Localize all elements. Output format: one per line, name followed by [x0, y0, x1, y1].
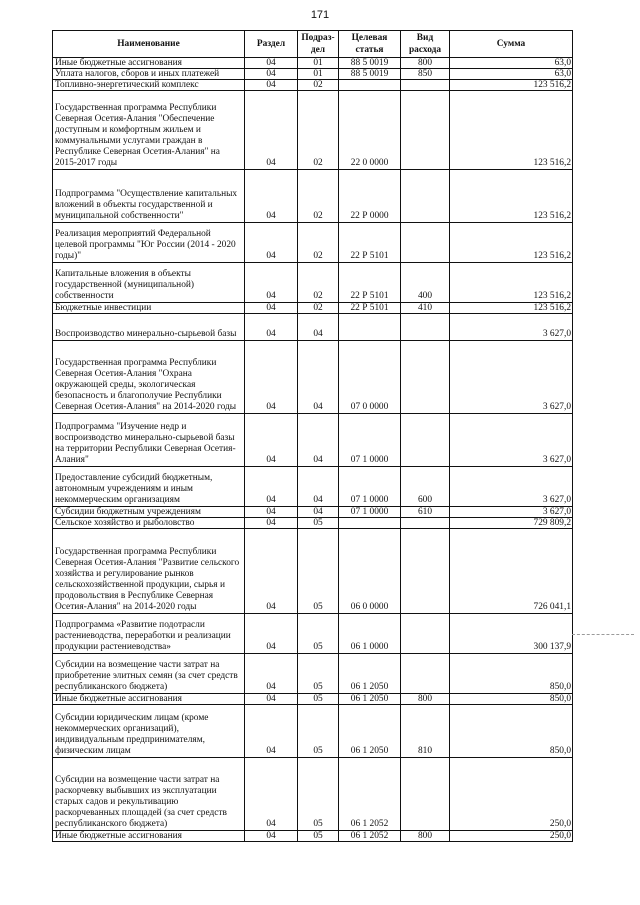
cell-amount: 123 516,2: [450, 80, 573, 91]
cell-subsection: 05: [298, 518, 339, 529]
cell-section: 04: [245, 170, 298, 223]
table-row: [53, 831, 573, 842]
cell-name: Реализация мероприятий Федеральной целевой программы "Юг России (2014 - 2020 годы)": [53, 223, 245, 263]
scan-artifact-line: [572, 634, 634, 635]
cell-amount: 3 627,0: [450, 341, 573, 414]
cell-name: Топливно-энергетический комплекс: [53, 80, 245, 91]
cell-section: 04: [245, 758, 298, 831]
cell-target: 06 1 2052: [339, 831, 401, 842]
cell-section: 04: [245, 91, 298, 170]
cell-target: [339, 518, 401, 529]
cell-target: 06 0 0000: [339, 529, 401, 614]
header-name: Наименование: [53, 31, 245, 58]
table-row: [53, 654, 573, 694]
cell-amount: 123 516,2: [450, 263, 573, 303]
table-row: [53, 314, 573, 341]
header-expense-type: Вид расхода: [401, 31, 450, 58]
cell-expense-type: 610: [401, 507, 450, 518]
table-row: [53, 341, 573, 414]
cell-expense-type: [401, 314, 450, 341]
cell-expense-type: 410: [401, 303, 450, 314]
cell-amount: 63,0: [450, 58, 573, 69]
cell-subsection: 04: [298, 414, 339, 467]
cell-section: 04: [245, 341, 298, 414]
cell-target: 88 5 0019: [339, 58, 401, 69]
cell-expense-type: [401, 614, 450, 654]
cell-subsection: 04: [298, 467, 339, 507]
cell-amount: 123 516,2: [450, 303, 573, 314]
cell-target: 06 1 2050: [339, 654, 401, 694]
cell-target: 22 Р 0000: [339, 170, 401, 223]
cell-section: 04: [245, 831, 298, 842]
cell-name: Бюджетные инвестиции: [53, 303, 245, 314]
cell-subsection: 05: [298, 694, 339, 705]
cell-subsection: 04: [298, 507, 339, 518]
cell-section: 04: [245, 263, 298, 303]
cell-section: 04: [245, 518, 298, 529]
cell-subsection: 05: [298, 654, 339, 694]
cell-target: [339, 80, 401, 91]
cell-section: 04: [245, 467, 298, 507]
cell-subsection: 02: [298, 80, 339, 91]
cell-expense-type: [401, 170, 450, 223]
table-row: [53, 529, 573, 614]
cell-expense-type: 600: [401, 467, 450, 507]
cell-section: 04: [245, 314, 298, 341]
table-row: [53, 694, 573, 705]
cell-expense-type: [401, 654, 450, 694]
cell-amount: 123 516,2: [450, 170, 573, 223]
cell-subsection: 02: [298, 91, 339, 170]
page-number: 171: [310, 9, 330, 21]
cell-target: 06 1 0000: [339, 614, 401, 654]
cell-amount: 3 627,0: [450, 507, 573, 518]
cell-expense-type: [401, 414, 450, 467]
cell-name: Субсидии на возмещение части затрат на приобретение элитных семян (за счет средств республиканского бюджета): [53, 654, 245, 694]
table-row: [53, 69, 573, 80]
table-row: [53, 263, 573, 303]
cell-amount: 123 516,2: [450, 223, 573, 263]
cell-name: Субсидии бюджетным учреждениям: [53, 507, 245, 518]
cell-section: 04: [245, 529, 298, 614]
cell-expense-type: 810: [401, 705, 450, 758]
cell-subsection: 05: [298, 614, 339, 654]
cell-subsection: 02: [298, 223, 339, 263]
cell-section: 04: [245, 414, 298, 467]
cell-subsection: 05: [298, 831, 339, 842]
cell-name: Государственная программа Республики Северная Осетия-Алания "Обеспечение доступным и комфортным жильем и коммунальными услугами граждан в Республике Северная Осетия-Алания" на 2015-2017 годы: [53, 91, 245, 170]
cell-subsection: 04: [298, 314, 339, 341]
cell-expense-type: [401, 80, 450, 91]
cell-name: Подпрограмма "Изучение недр и воспроизводство минерально-сырьевой базы на территории Республики Северная Осетия-Алания": [53, 414, 245, 467]
cell-name: Иные бюджетные ассигнования: [53, 58, 245, 69]
cell-section: 04: [245, 58, 298, 69]
cell-target: 06 1 2052: [339, 758, 401, 831]
cell-section: 04: [245, 507, 298, 518]
cell-section: 04: [245, 694, 298, 705]
cell-name: Государственная программа Республики Северная Осетия-Алания "Охрана окружающей среды, экологическая безопасность и благополучие Республики Северная Осетия-Алания" на 2014-2020 годы: [53, 341, 245, 414]
cell-subsection: 05: [298, 529, 339, 614]
cell-amount: 250,0: [450, 758, 573, 831]
header-section: Раздел: [245, 31, 298, 58]
cell-amount: 250,0: [450, 831, 573, 842]
table-row: [53, 303, 573, 314]
cell-expense-type: [401, 529, 450, 614]
cell-subsection: 01: [298, 58, 339, 69]
cell-name: Подпрограмма "Осуществление капитальных вложений в объекты государственной и муниципальной собственности": [53, 170, 245, 223]
cell-expense-type: 800: [401, 831, 450, 842]
cell-expense-type: [401, 341, 450, 414]
table-row: [53, 58, 573, 69]
cell-amount: 300 137,9: [450, 614, 573, 654]
cell-section: 04: [245, 303, 298, 314]
cell-target: [339, 314, 401, 341]
table-row: [53, 414, 573, 467]
cell-name: Подпрограмма «Развитие подотрасли растениеводства, переработки и реализации продукции растениеводства»: [53, 614, 245, 654]
cell-amount: 3 627,0: [450, 314, 573, 341]
cell-amount: 63,0: [450, 69, 573, 80]
cell-target: 22 Р 5101: [339, 223, 401, 263]
cell-target: 22 Р 5101: [339, 263, 401, 303]
cell-name: Субсидии юридическим лицам (кроме некоммерческих организаций), индивидуальным предпринимателям, физическим лицам: [53, 705, 245, 758]
cell-section: 04: [245, 223, 298, 263]
cell-name: Предоставление субсидий бюджетным, автономным учреждениям и иным некоммерческим организациям: [53, 467, 245, 507]
cell-subsection: 02: [298, 263, 339, 303]
cell-target: 22 Р 5101: [339, 303, 401, 314]
cell-name: Сельское хозяйство и рыболовство: [53, 518, 245, 529]
cell-subsection: 02: [298, 303, 339, 314]
cell-expense-type: 800: [401, 58, 450, 69]
cell-section: 04: [245, 69, 298, 80]
table-row: [53, 507, 573, 518]
cell-target: 88 5 0019: [339, 69, 401, 80]
header-subsection: Подраз-дел: [298, 31, 339, 58]
cell-subsection: 05: [298, 758, 339, 831]
cell-name: Уплата налогов, сборов и иных платежей: [53, 69, 245, 80]
cell-expense-type: 850: [401, 69, 450, 80]
cell-expense-type: [401, 91, 450, 170]
cell-amount: 3 627,0: [450, 414, 573, 467]
table-row: [53, 614, 573, 654]
budget-table: [52, 30, 573, 842]
cell-amount: 729 809,2: [450, 518, 573, 529]
cell-expense-type: [401, 223, 450, 263]
cell-subsection: 04: [298, 341, 339, 414]
cell-name: Государственная программа Республики Северная Осетия-Алания "Развитие сельского хозяйства и регулирование рынков сельскохозяйственной продукции, сырья и продовольствия в Республике Северная Осетия-Алания" на 2014-2020 годы: [53, 529, 245, 614]
cell-amount: 3 627,0: [450, 467, 573, 507]
cell-expense-type: 400: [401, 263, 450, 303]
cell-subsection: 02: [298, 170, 339, 223]
cell-name: Капитальные вложения в объекты государственной (муниципальной) собственности: [53, 263, 245, 303]
cell-target: 06 1 2050: [339, 705, 401, 758]
table-row: [53, 705, 573, 758]
cell-section: 04: [245, 80, 298, 91]
table-row: [53, 91, 573, 170]
cell-target: 07 1 0000: [339, 507, 401, 518]
cell-target: 07 1 0000: [339, 467, 401, 507]
cell-expense-type: [401, 518, 450, 529]
cell-target: 07 1 0000: [339, 414, 401, 467]
table-row: [53, 80, 573, 91]
cell-name: Иные бюджетные ассигнования: [53, 694, 245, 705]
cell-amount: 850,0: [450, 694, 573, 705]
header-target: Целевая статья: [339, 31, 401, 58]
table-row: [53, 467, 573, 507]
cell-amount: 850,0: [450, 654, 573, 694]
table-row: [53, 758, 573, 831]
cell-target: 22 0 0000: [339, 91, 401, 170]
cell-section: 04: [245, 654, 298, 694]
cell-expense-type: [401, 758, 450, 831]
cell-name: Субсидии на возмещение части затрат на раскорчевку выбывших из эксплуатации старых садов и рекультивацию раскорчеванных площадей (за счет средств республиканского бюджета): [53, 758, 245, 831]
cell-target: 06 1 2050: [339, 694, 401, 705]
cell-section: 04: [245, 705, 298, 758]
cell-name: Иные бюджетные ассигнования: [53, 831, 245, 842]
cell-subsection: 01: [298, 69, 339, 80]
cell-name: Воспроизводство минерально-сырьевой базы: [53, 314, 245, 341]
cell-expense-type: 800: [401, 694, 450, 705]
table-row: [53, 518, 573, 529]
cell-amount: 726 041,1: [450, 529, 573, 614]
cell-target: 07 0 0000: [339, 341, 401, 414]
cell-amount: 123 516,2: [450, 91, 573, 170]
table-row: [53, 223, 573, 263]
cell-subsection: 05: [298, 705, 339, 758]
table-header-row: [53, 31, 573, 58]
header-amount: Сумма: [450, 31, 573, 58]
table-row: [53, 170, 573, 223]
cell-section: 04: [245, 614, 298, 654]
cell-amount: 850,0: [450, 705, 573, 758]
